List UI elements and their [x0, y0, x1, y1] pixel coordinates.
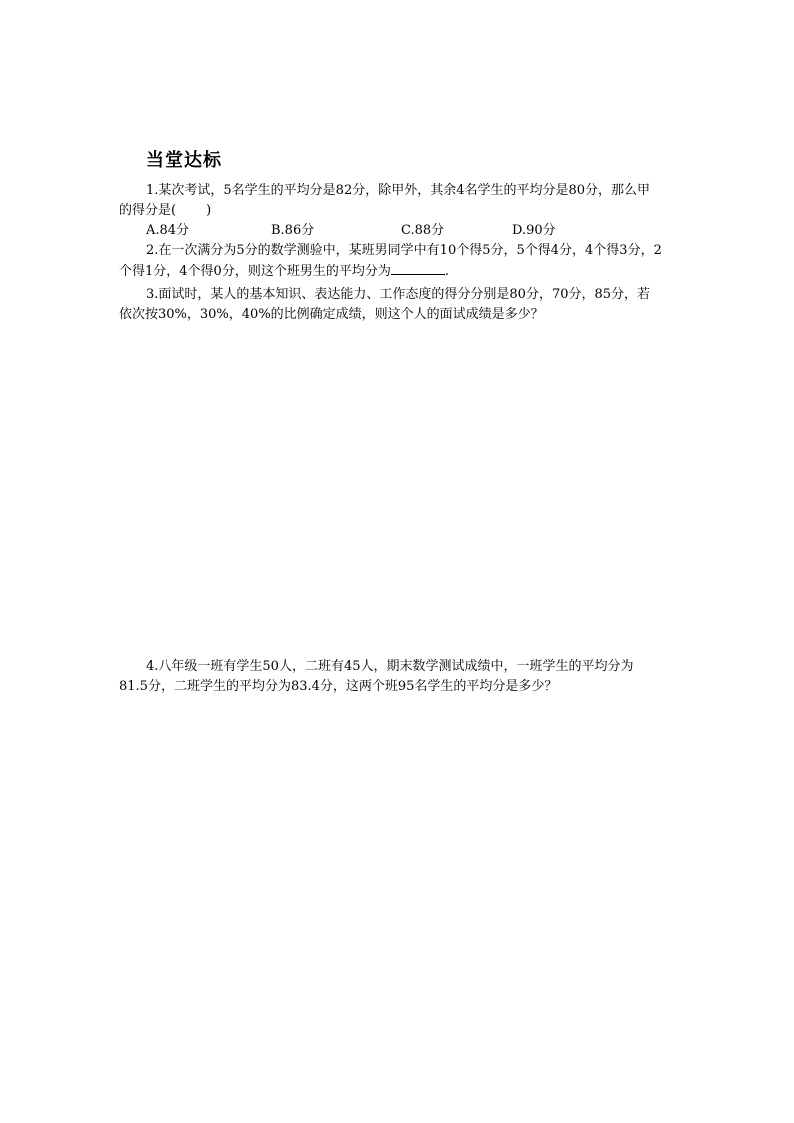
fill-in-blank	[391, 261, 445, 275]
question-1-line-1: 1.某次考试，5名学生的平均分是82分，除甲外，其余4名学生的平均分是80分，那么甲	[146, 183, 651, 198]
question-2-line-1: 2.在一次满分为5分的数学测验中，某班男同学中有10个得5分，5个得4分，4个得3分，2	[146, 243, 662, 258]
question-4	[119, 657, 681, 697]
question-2	[119, 241, 681, 281]
question-3-line-2: 依次按30%，30%，40%的比例确定成绩，则这个人的面试成绩是多少？	[119, 307, 544, 322]
question-1-stem-end: 的得分是(	[119, 203, 177, 218]
question-1-paren-close: )	[206, 203, 212, 218]
question-1-line-2	[119, 201, 681, 221]
option-c: C.88分	[401, 223, 445, 238]
option-a: A.84分	[146, 223, 190, 238]
question-2-period: .	[444, 264, 449, 279]
option-b: B.86分	[271, 223, 315, 238]
question-2-line-2	[119, 261, 681, 281]
section-title: 当堂达标	[146, 150, 222, 171]
question-3-line-1: 3.面试时，某人的基本知识、表达能力、工作态度的得分分别是80分，70分，85分，若	[146, 287, 651, 302]
question-4-line-1: 4.八年级一班有学生50人，二班有45人，期末数学测试成绩中，一班学生的平均分为	[146, 659, 634, 674]
question-1	[119, 181, 681, 221]
question-3	[119, 285, 681, 325]
question-4-line-2: 81.5分，二班学生的平均分为83.4分，这两个班95名学生的平均分是多少？	[119, 679, 558, 694]
question-1-options	[146, 221, 646, 241]
question-2-stem-end: 个得1分，4个得0分，则这个班男生的平均分为	[119, 264, 391, 279]
option-d: D.90分	[512, 223, 556, 238]
